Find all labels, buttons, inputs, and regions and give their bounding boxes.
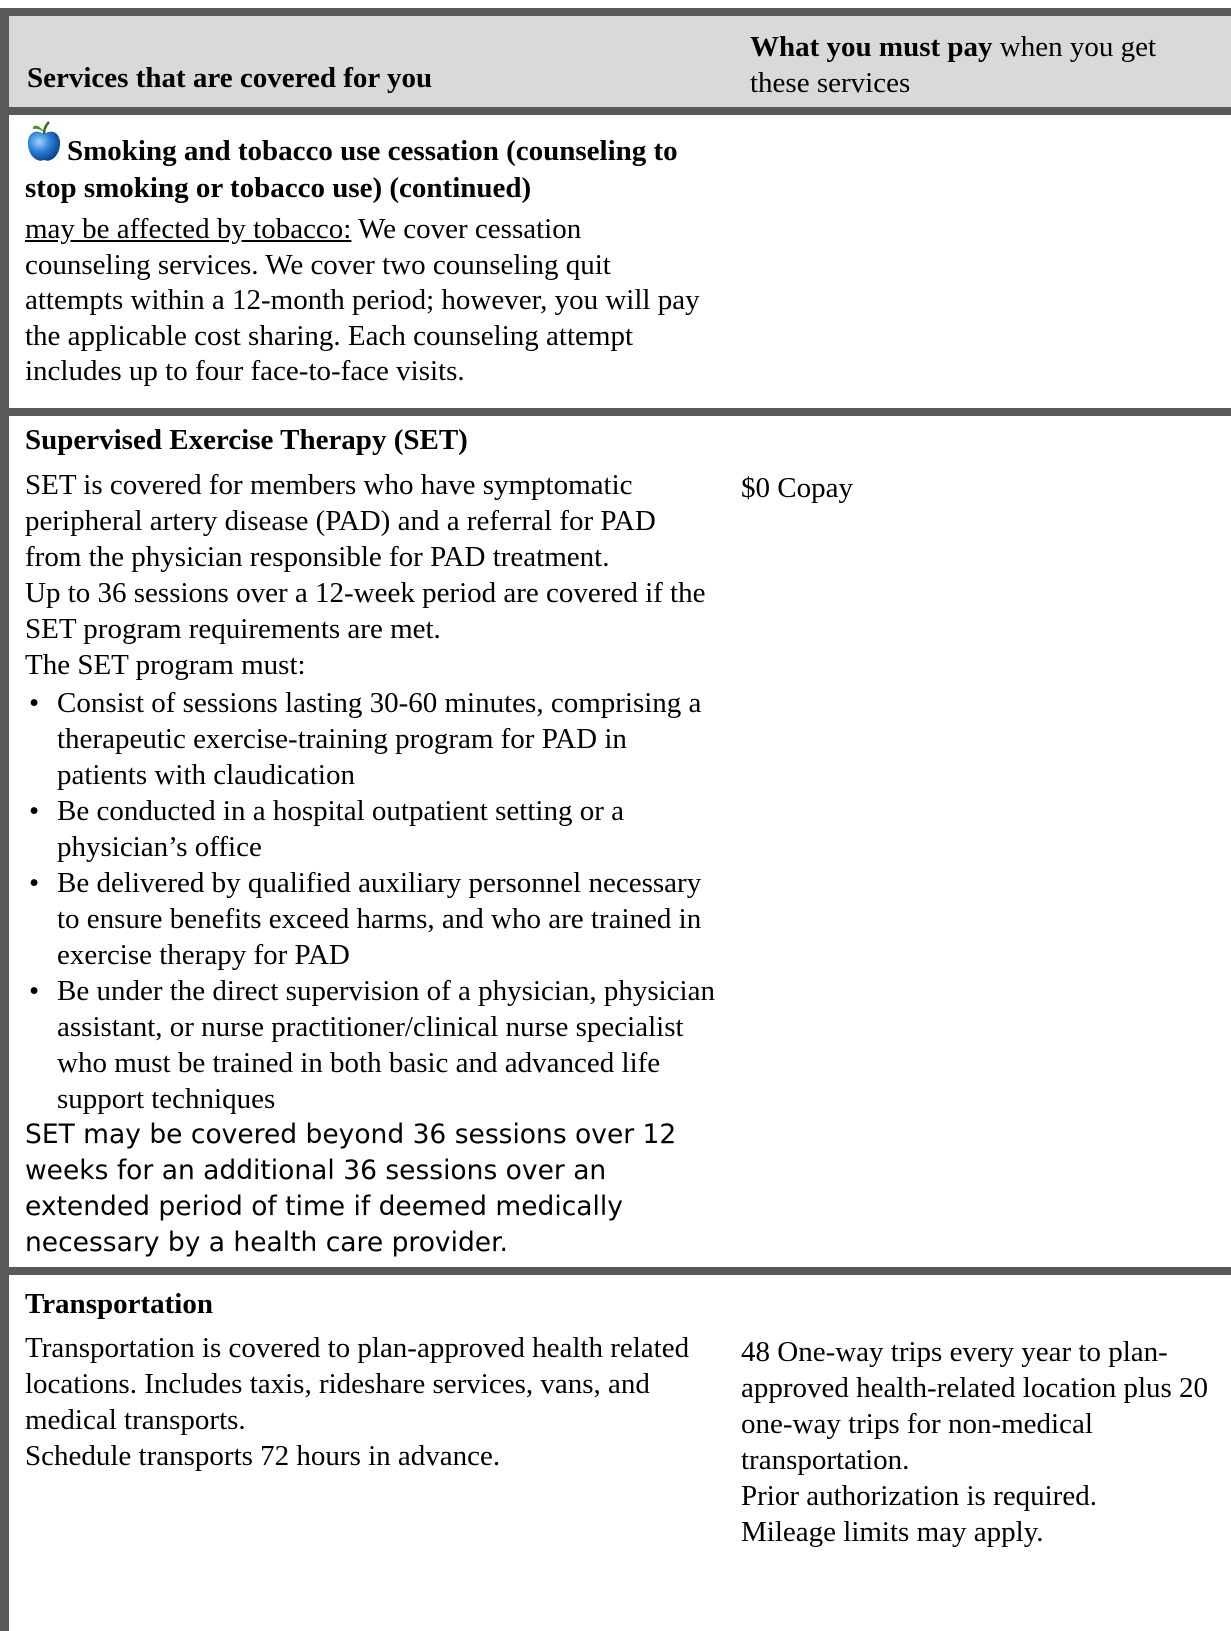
table-header: [9, 16, 1231, 108]
transportation-pay: [741, 1334, 1211, 1550]
set-intro-1: SET is covered for members who have symptomatic peripheral artery disease (PAD) and a referral for PAD from the physician responsible for PAD treatment.: [25, 469, 656, 573]
transportation-pay-3: Mileage limits may apply.: [741, 1516, 1044, 1548]
section2-rule: [9, 1267, 1231, 1275]
transportation-body-1: Transportation is covered to plan-approved health related locations. Includes taxis, rideshare services, vans, and medical transports.: [25, 1332, 690, 1436]
smoking-title: Smoking and tobacco use cessation (counseling to stop smoking or tobacco use) (continued): [25, 120, 705, 207]
transportation-pay-2: Prior authorization is required.: [741, 1480, 1097, 1512]
list-item: • Be conducted in a hospital outpatient setting or a physician’s office: [25, 793, 715, 865]
apple-icon: [25, 120, 63, 164]
smoking-lead: may be affected by tobacco:: [25, 213, 352, 245]
transportation-title: Transportation: [25, 1288, 213, 1320]
transportation-pay-1: 48 One-way trips every year to plan-approved health-related location plus 20 one-way trips for non-medical transportation.: [741, 1336, 1209, 1476]
header-pay-rest: when you get these services: [750, 31, 1157, 99]
section-set: [25, 422, 715, 1261]
smoking-body: [25, 212, 705, 390]
header-pay-bold: What you must pay: [750, 31, 993, 63]
header-pay-label: [750, 29, 1220, 101]
header-rule: [9, 107, 1231, 115]
section-smoking: [25, 120, 705, 390]
list-item: • Be under the direct supervision of a physician, physician assistant, or nurse practitioner/clinical nurse specialist who must be trained in both basic and advanced life support techniques: [25, 973, 715, 1117]
header-services-label: Services that are covered for you: [27, 62, 433, 94]
set-requirements-list: [25, 685, 715, 1117]
section-transportation: [25, 1286, 705, 1474]
smoking-text: We cover cessation counseling services. We cover two counseling quit attempts within a 12-month period; however, you will pay the applicable cost sharing. Each counseling attempt includes up to four face-to-face visits.: [25, 213, 700, 387]
set-pay: $0 Copay: [741, 472, 853, 504]
set-intro-3: The SET program must:: [25, 649, 306, 681]
list-item: • Be delivered by qualified auxiliary personnel necessary to ensure benefits exceed harms, and who are trained in exercise therapy for PAD: [25, 865, 715, 973]
section1-rule: [9, 408, 1231, 416]
list-item: • Consist of sessions lasting 30-60 minutes, comprising a therapeutic exercise-training program for PAD in patients with claudication: [25, 685, 715, 793]
set-closing: SET may be covered beyond 36 sessions over 12 weeks for an additional 36 sessions over an extended period of time if deemed medically necessary by a health care provider.: [25, 1119, 677, 1258]
set-intro-2: Up to 36 sessions over a 12-week period are covered if the SET program requirements are met.: [25, 577, 706, 645]
transportation-body-2: Schedule transports 72 hours in advance.: [25, 1440, 501, 1472]
set-title: Supervised Exercise Therapy (SET): [25, 424, 468, 456]
